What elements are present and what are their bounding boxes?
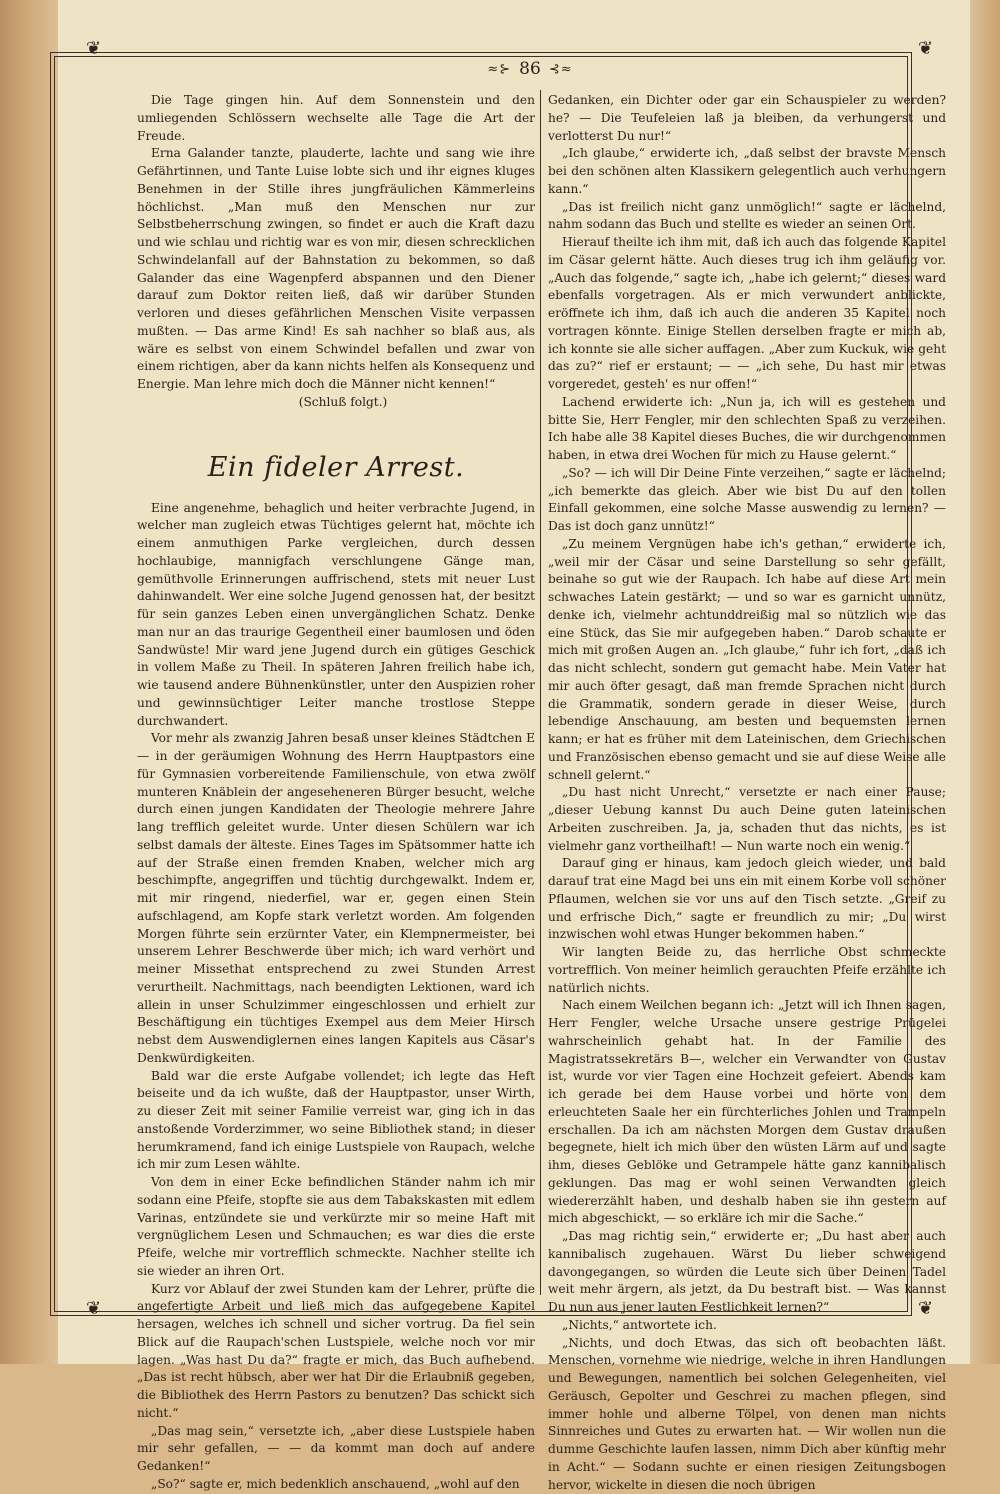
paragraph: Kurz vor Ablauf der zwei Stunden kam der Lehrer, prüfte die angefertigte Arbeit und ließ mich das aufgegebene Kapitel hersagen, welches ich schnell und sicher vortrug. Da fiel sein Blick auf die Raupach'schen Lustspiele, welche noch vor mir lagen. „Was hast Du da?“ fragte er mich, das Buch aufhebend. „Das ist recht hübsch, aber wer hat Dir die Erlaubniß gegeben, die Bibliothek des Herrn Pastors zu benutzen? Das schickt sich nicht.“ [137,1281,535,1423]
paragraph: Darauf ging er hinaus, kam jedoch gleich wieder, und bald darauf trat eine Magd bei uns ein mit einem Korbe voll schöner Pflaumen, welchen sie vor uns auf den Tisch setzte. „Greif zu und erfrische Dich,“ sagte er freundlich zu mir; „Du wirst inzwischen wohl etwas Hunger bekommen haben.“ [548,855,946,944]
paragraph: Lachend erwiderte ich: „Nun ja, ich will es gestehen und bitte Sie, Herr Fengler, mir den schlechten Spaß zu verzeihen. Ich habe alle 38 Kapitel dieses Buches, die wir durchgenommen haben, in etwa drei Wochen für mich zu Hause gelernt.“ [548,394,946,465]
paragraph: Hierauf theilte ich ihm mit, daß ich auch das folgende Kapitel im Cäsar gelernt hätte. Auch dieses trug ich ihm geläufig vor. „Auch das folgende,“ sagte ich, „habe ich gelernt;“ dieses ward ebenfalls vorgetragen. Als er mich verwundert anblickte, eröffnete ich ihm, daß ich auch die anderen 35 Kapitel noch vortragen könnte. Einige Stellen derselben fragte er mich ab, ich konnte sie alle sicher auffagen. „Aber zum Kuckuk, wie geht das zu?“ rief er erstaunt; — — „ich sehe, Du hast mir etwas vorgeredet, gesteh' es nur offen!“ [548,234,946,394]
paragraph: „So?“ sagte er, mich bedenklich anschauend, „wohl auf den [137,1476,535,1494]
paragraph: Vor mehr als zwanzig Jahren besaß unser kleines Städtchen E— in der geräumigen Wohnung des Herrn Hauptpastors eine für Gymnasien vorbereitende Familienschule, von etwa zwölf munteren Knäblein der angeseheneren Bürger besucht, welche durch einen jungen Kandidaten der Theologie mehrere Jahre lang trefflich geleitet wurde. Unter diesen Schülern war ich selbst damals der älteste. Eines Tages im Spätsommer hatte ich auf der Straße einen fremden Knaben, welcher mich arg beschimpfte, angegriffen und tüchtig durchgewalkt. Indem er, mit mir ringend, niederfiel, war er, gegen einen Stein aufschlagend, am Kopfe stark verletzt worden. Am folgenden Morgen führte sein erzürnter Vater, ein Klempnermeister, bei unserem Lehrer Beschwerde über mich; ich ward verhört und meiner Missethat entsprechend zu zwei Stunden Arrest verurtheilt. Nachmittags, nach beendigten Lektionen, ward ich allein in unser Schulzimmer eingeschlossen und erhielt zur Beschäftigung ein tüchtiges Exempel aus dem Meier Hirsch nebst dem Auswendiglernen eines langen Kapitels aus Cäsar's Denkwürdigkeiten. [137,730,535,1067]
paragraph: Gedanken, ein Dichter oder gar ein Schauspieler zu werden? he? — Die Teufeleien laß ja bleiben, da verhungerst und verlotterst Du nur!“ [548,92,946,145]
page-edge [970,0,1000,1364]
paragraph: „Nichts, und doch Etwas, das sich oft beobachten läßt. Menschen, vornehme wie niedrige, welche in ihren Handlungen und Bewegungen, namentlich bei solchen Gelegenheiten, viel Geräusch, Gepolter und Geschrei zu machen pflegen, sind immer hohle und alberne Tölpel, von denen man nichts Sinnreiches und Gutes zu erwarten hat. — Wir wollen nun die dumme Geschichte laufen lassen, nimm Dich aber künftig mehr in Acht.“ — Sodann suchte er einen riesigen Zeitungsbogen hervor, wickelte in diesen die noch übrigen [548,1335,946,1494]
paragraph: „Das ist freilich nicht ganz unmöglich!“ sagte er lächelnd, nahm sodann das Buch und stellte es wieder an seinen Ort. [548,199,946,235]
paragraph: „Das mag sein,“ versetzte ich, „aber diese Lustspiele haben mir sehr gefallen, — — da kommt man doch auf andere Gedanken!“ [137,1423,535,1476]
paragraph: Eine angenehme, behaglich und heiter verbrachte Jugend, in welcher man zugleich etwas Tüchtiges gelernt hat, möchte ich einem anmuthigen Parke vergleichen, durch dessen hochlaubige, mannigfach verschlungene Gänge man, gemüthvolle Erinnerungen auffrischend, stets mit neuer Lust dahinwandelt. Wer eine solche Jugend genossen hat, der besitzt für sein ganzes Leben einen unvergänglichen Schatz. Denke man nur an das traurige Gegentheil einer baumlosen und öden Sandwüste! Mir ward jene Jugend durch ein gütiges Geschick in vollem Maße zu Theil. In späteren Jahren freilich habe ich, wie tausend andere Bühnenkünstler, unter den Auspizien roher und gewinnsüchtiger Leiter manche trostlose Steppe durchwandert. [137,500,535,731]
corner-ornament-icon: ❦ [86,40,101,58]
paragraph: „Nichts,“ antwortete ich. [548,1317,946,1335]
paragraph: Bald war die erste Aufgabe vollendet; ich legte das Heft beiseite und da ich wußte, daß der Hauptpastor, unser Wirth, zu dieser Zeit mit seiner Familie verreist war, ging ich in das anstoßende Vorderzimmer, wo seine Bibliothek stand; in dieser herumkramend, fand ich einige Lustspiele von Raupach, welche ich mir zum Lesen wählte. [137,1068,535,1175]
paragraph: „Das mag richtig sein,“ erwiderte er; „Du hast aber auch kannibalisch zugehauen. Wärst Du lieber schweigend davongegangen, so würden die Leute sich über Deinen Tadel weit mehr ärgern, als jetzt, da Du bestraft bist. — Was kannst Du nun aus jener lauten Festlichkeit lernen?“ [548,1228,946,1317]
corner-ornament-icon: ❦ [918,1300,933,1318]
flourish-right-icon: ⊰≈ [549,62,573,77]
left-column [137,92,535,1494]
flourish-left-icon: ≈⊱ [487,62,511,77]
corner-ornament-icon: ❦ [918,40,933,58]
paragraph: „Zu meinem Vergnügen habe ich's gethan,“ erwiderte ich, „weil mir der Cäsar und seine Darstellung so sehr gefällt, beinahe so gut wie der Raupach. Ich habe auf diese Art mein schwaches Latein gestärkt; — und so war es garnicht unnütz, denke ich, vielmehr achtunddreißig mal so nützlich wie das eine Stück, das Sie mir aufgegeben haben.“ Darob schaute er mich mit großen Augen an. „Ich glaube,“ fuhr ich fort, „daß ich das nicht schlecht, sondern gut gemacht habe. Mein Vater hat mir auch öfter gesagt, daß man fremde Sprachen nicht durch die Grammatik, sondern gerade in dieser Weise, durch lebendige Anschauung, am besten und bequemsten lernen kann; er hat es früher mit dem Lateinischen, dem Griechischen und Französischen ebenso gemacht und sie auf diese Weise alle schnell gelernt.“ [548,536,946,785]
page-number: 86 [519,59,541,79]
paragraph: „Du hast nicht Unrecht,“ versetzte er nach einer Pause; „dieser Uebung kannst Du auch Deine guten lateinischen Arbeiten zuschreiben. Ja, ja, schaden thut das nichts, es ist vielmehr ganz vortheilhaft! — Nun warte noch ein wenig.“ [548,784,946,855]
column-divider [540,90,541,1295]
paragraph: Erna Galander tanzte, plauderte, lachte und sang wie ihre Gefährtinnen, und Tante Luise lobte sich und ihr eignes kluges Benehmen in der Stille ihres jungfräulichen Kämmerleins höchlichst. „Man muß den Menschen nur zur Selbstbeherrschung zwingen, so findet er auch die Kraft dazu und wie schlau und richtig war es von mir, diesen schrecklichen Schwindelanfall auf der Bahnstation zu bekommen, so daß Galander das eine Wagenpferd abspannen und den Diener darauf zum Doktor reiten ließ, daß wir darüber Stunden verloren und dieses gefährlichen Menschen Visite verpassen mußten. — Das arme Kind! Es sah nachher so blaß aus, als wäre es selbst von einem Schwindel befallen und zwar von einem richtigen, aber da kann nichts helfen als Konsequenz und Energie. Man lehre mich doch die Männer nicht kennen!“ [137,145,535,394]
continuation-note: (Schluß folgt.) [137,394,535,412]
paragraph: Von dem in einer Ecke befindlichen Ständer nahm ich mir sodann eine Pfeife, stopfte sie aus dem Tabakskasten mit edlem Varinas, entzündete sie und verkürzte mir so meine Haft mit vergnüglichem Lesen und Schmauchen; es war dies die erste Pfeife, welche mir vortrefflich schmeckte. Nachher stellte ich sie wieder an ihren Ort. [137,1174,535,1281]
paragraph: Die Tage gingen hin. Auf dem Sonnenstein und den umliegenden Schlössern wechselte alle Tage die Art der Freude. [137,92,535,145]
paragraph: „Ich glaube,“ erwiderte ich, „daß selbst der bravste Mensch bei den schönen alten Klassikern gelegentlich auch verhungern kann.“ [548,145,946,198]
paragraph: „So? — ich will Dir Deine Finte verzeihen,“ sagte er lächelnd; „ich bemerkte das gleich. Aber wie bist Du auf den tollen Einfall gekommen, eine solche Masse auswendig zu lernen? — Das ist doch ganz unnütz!“ [548,465,946,536]
article-title: Ein fideler Arrest. [137,450,535,486]
page-header [470,58,590,80]
paragraph: Wir langten Beide zu, das herrliche Obst schmeckte vortrefflich. Von meiner heimlich gerauchten Pfeife erzählte ich natürlich nichts. [548,944,946,997]
paragraph: Nach einem Weilchen begann ich: „Jetzt will ich Ihnen sagen, Herr Fengler, welche Ursache unsere gestrige Prügelei wahrscheinlich gehabt hat. In der Familie des Magistratssekretärs B—, welcher ein Verwandter von Gustav ist, wurde vor vier Tagen eine Hochzeit gefeiert. Abends kam ich gerade bei dem Hause vorbei und hörte von dem erleuchteten Saale her ein fürchterliches Johlen und Trampeln erschallen. Da ich am nächsten Morgen dem Gustav draußen begegnete, hielt ich mich über den wüsten Lärm auf und sagte ihm, dieses Geblöke und Getrampele hätte ganz kannibalisch geklungen. Das mag er wohl seinen Verwandten gleich wiedererzählt haben, und deshalb haben sie ihn gestern auf mich abgeschickt, — so erkläre ich mir die Sache.“ [548,997,946,1228]
corner-ornament-icon: ❦ [86,1300,101,1318]
right-column [548,92,946,1494]
